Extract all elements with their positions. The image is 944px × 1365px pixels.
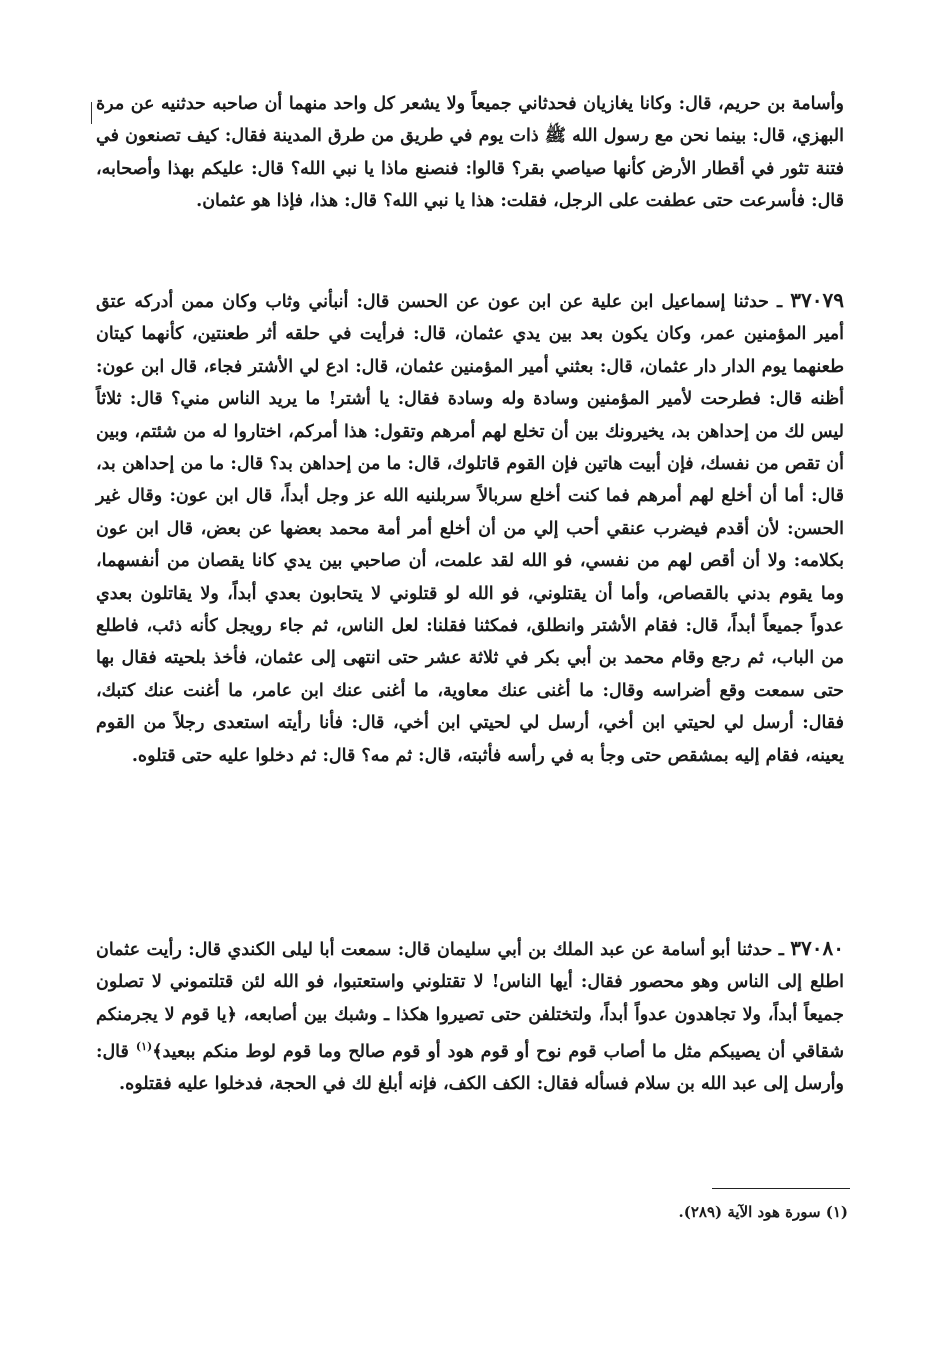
paragraph-continuation — [96, 88, 844, 218]
paragraph-text: وأسامة بن حريم، قال: وكانا يغازيان فحدثاني جميعاً ولا يشعر كل واحد منهما أن صاحبه حدثنيه عن مرة البهزي، قال: بينما نحن مع رسول الله ﷺ ذات يوم في طريق من طرق المدينة فقال: كيف تصنعون في فتنة تثور في أقطار الأرض كأنها صياصي بقر؟ قالوا: فنصنع ماذا يا نبي الله؟ قال: عليكم بهذا وأصحابه، قال: فأسرعت حتى عطفت على الرجل، فقلت: هذا يا نبي الله؟ قال: هذا، فإذا هو عثمان. — [96, 94, 844, 212]
hadith-number: ٣٧٠٧٩ — [790, 288, 844, 312]
footnote: (١) سورة هود الآية (٢٨٩). — [678, 1203, 848, 1221]
margin-mark — [91, 102, 92, 124]
hadith-number: ٣٧٠٨٠ — [790, 936, 844, 960]
hadith-37080 — [96, 932, 844, 1101]
footnote-reference: (١) — [135, 1040, 153, 1054]
paragraph-text: ـ حدثنا أبو أسامة عن عبد الملك بن أبي سليمان قال: سمعت أبا ليلى الكندي قال: رأيت عثمان اطلع إلى الناس وهو محصور فقال: أيها الناس! لا تقتلوني واستعتبوا، فو الله لئن قتلتموني لا تصلون جميعاً أبداً، ولا تجاهدون عدواً أبداً، ولتختلفن حتى تصيروا هكذا ـ وشبك بين أصابعه، — [96, 940, 844, 1025]
quran-verse: ﴿يا قوم لا يجرمنكم شقاقي أن يصيبكم مثل ما أصاب قوم نوح أو قوم هود أو قوم صالح وما قوم لوط منكم ببعيد﴾ — [96, 1004, 844, 1063]
hadith-37079 — [96, 284, 844, 772]
paragraph-text: ـ حدثنا إسماعيل ابن علية عن ابن عون عن الحسن قال: أنبأني وثاب وكان ممن أدركه عتق أمير المؤمنين عمر، وكان يكون بعد بين يدي عثمان، قال: فرأيت في حلقه أثر طعنتين، كأنهما كيتان طعنهما يوم الدار دار عثمان، قال: بعثني أمير المؤمنين عثمان، قال: ادع لي الأشتر فجاء، قال ابن عون: أظنه قال: فطرحت لأمير المؤمنين وسادة وله وسادة فقال: يا أشتر! ما يريد الناس مني؟ قال: ثلاثاً ليس لك من إحداهن بد، يخيرونك بين أن تخلع لهم أمرهم وتقول: هذا أمركم، اختاروا له من شئتم، وبين أن تقص من نفسك، فإن أبيت هاتين فإن القوم قاتلوك، قال: ما من إحداهن بد؟ قال: ما من إحداهن بد، قال: أما أن أخلع لهم أمرهم فما كنت أخلع سربالاً سربلنيه الله عز وجل أبداً، قال ابن عون: وقال غير الحسن: لأن أقدم فيضرب عنقي أحب إلي من أن أخلع أمر أمة محمد بعضها عن بعض، قال ابن عون بكلامه: ولا أن أقص لهم من نفسي، فو الله لقد علمت، أن صاحبي بين يدي كانا يقصان من أنفسهما، وما يقوم بدني بالقصاص، وأما أن يقتلوني، فو الله لو قتلوني لا يتحابون بعدي أبداً، ولا يقاتلون بعدي عدواً جميعاً أبداً، قال: فقام الأشتر وانطلق، فمكثنا فقلنا: لعل الناس، ثم جاء رويجل كأنه ذئب، فاطلع من الباب، ثم رجع وقام محمد بن أبي بكر في ثلاثة عشر حتى انتهى إلى عثمان، فأخذ بلحيته فقال بها حتى سمعت وقع أضراسه وقال: ما أغنى عنك معاوية، ما أغنى عنك ابن عامر، ما أغنت عنك كتبك، فقال: أرسل لي لحيتي ابن أخي، أرسل لي لحيتي ابن أخي، قال: فأنا رأيته استعدى رجلاً من القوم يعينه، فقام إليه بمشقص حتى وجأ به في رأسه فأثبته، قال: ثم مه؟ قال: ثم دخلوا عليه حتى قتلوه. — [96, 292, 844, 766]
footnote-divider — [712, 1188, 850, 1189]
paragraph-text-end: قال: وأرسل إلى عبد الله بن سلام فسأله فقال: الكف الكف، فإنه أبلغ لك في الحجة، فدخلوا عليه فقتلوه. — [96, 1042, 844, 1095]
